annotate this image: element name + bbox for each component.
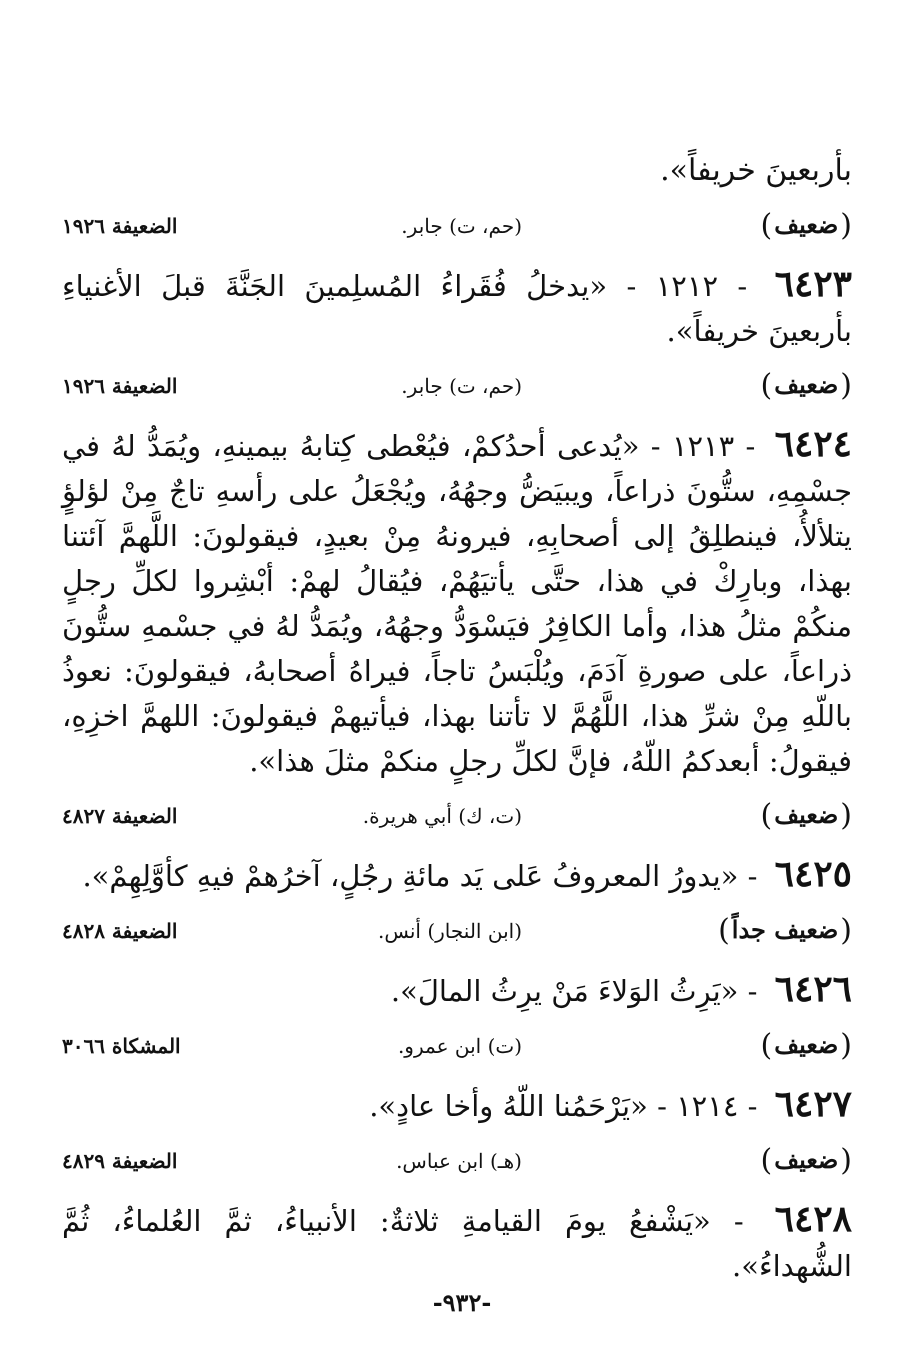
grade-label: ( ضعيف ) <box>761 798 852 833</box>
hadith-text: - «يَشْفعُ يومَ القيامةِ ثلاثةٌ: الأنبياءُ، ثمَّ العُلماءُ، ثُمَّ الشُّهداءُ». <box>62 1204 852 1283</box>
hadith-entry <box>62 967 852 1068</box>
verdict-row <box>62 364 852 408</box>
source-label: (ابن النجار) أنس. <box>378 919 522 943</box>
verdict-row <box>62 1024 852 1068</box>
page-number: -٩٣٢- <box>432 1288 492 1317</box>
source-label: (ت، ك) أبي هريرة. <box>362 804 522 828</box>
reference-label: الضعيفة ٤٨٢٧ <box>62 804 178 828</box>
hadith-text-block <box>62 422 852 784</box>
grade-label: ( ضعيف ) <box>761 208 852 243</box>
hadith-text-block <box>62 1082 852 1129</box>
grade-label: ( ضعيف جداً ) <box>718 913 852 948</box>
hadith-number: ٦٤٢٧ <box>774 1083 852 1125</box>
hadith-text-block <box>62 967 852 1014</box>
hadith-text-block <box>62 852 852 899</box>
reference-label: الضعيفة ١٩٢٦ <box>62 214 178 238</box>
verdict-row <box>62 1139 852 1183</box>
page-content <box>62 148 852 1289</box>
hadith-entry <box>62 262 852 408</box>
hadith-text-block <box>62 1197 852 1289</box>
lead-line: بأربعينَ خريفاً». <box>660 153 852 188</box>
verdict-row <box>62 794 852 838</box>
hadith-entry <box>62 1082 852 1183</box>
source-label: (حم، ت) جابر. <box>401 214 522 238</box>
hadith-text-block <box>62 262 852 354</box>
hadith-text: - ١٢١٢ - «يدخلُ فُقَراءُ المُسلِمينَ الجَنَّةَ قبلَ الأغنياءِ بأربعينَ خريفاً». <box>62 269 852 348</box>
hadith-number: ٦٤٢٤ <box>774 423 852 465</box>
hadith-text: - ١٢١٣ - «يُدعى أحدُكمْ، فيُعْطى كِتابهُ بيمينهِ، ويُمَدُّ لهُ في جسْمِهِ، ستُّونَ ذراعاً، ويبيَضُّ وجهُهُ، ويُجْعَلُ على رأسهِ تاجٌ مِنْ لؤلؤٍ يتلألأُ، فينطلِقُ إلى أصحابِهِ، فيرونهُ مِنْ بعيدٍ، فيقولونَ: اللَّهمَّ آئتنا بهذا، وبارِكْ في هذا، حتَّى يأتيَهُمْ، فيُقالُ لهمْ: أبْشِروا لكلِّ رجلٍ منكُمْ مثلُ هذا، وأما الكافِرُ فيَسْوَدُّ وجهُهُ، ويُمَدُّ لهُ في جسْمهِ ستُّونَ ذراعاً، على صورةِ آدَمَ، ويُلْبَسُ تاجاً، فيراهُ أصحابهُ، فيقولونَ: نعوذُ باللّهِ مِنْ شرِّ هذا، اللَّهُمَّ لا تأتنا بهذا، فيأتيهمْ فيقولونَ: اللهمَّ اخزِهِ، فيقولُ: أبعدكمُ اللّهُ، فإنَّ لكلِّ رجلٍ منكمْ مثلَ هذا». <box>62 429 852 778</box>
hadith-text: - «يدورُ المعروفُ عَلى يَد مائةِ رجُلٍ، آخرُهمْ فيهِ كأوَّلِهِمْ». <box>82 859 758 893</box>
hadith-number: ٦٤٢٣ <box>774 263 852 305</box>
source-label: (هـ) ابن عباس. <box>396 1149 522 1173</box>
grade-label: ( ضعيف ) <box>761 1028 852 1063</box>
source-label: (ت) ابن عمرو. <box>397 1034 522 1058</box>
reference-label: المشكاة ٣٠٦٦ <box>62 1034 181 1058</box>
grade-label: ( ضعيف ) <box>761 368 852 403</box>
hadith-number: ٦٤٢٨ <box>774 1198 852 1240</box>
reference-label: الضعيفة ١٩٢٦ <box>62 374 178 398</box>
verdict-row <box>62 909 852 953</box>
reference-label: الضعيفة ٤٨٢٨ <box>62 919 178 943</box>
hadith-entry <box>62 1197 852 1289</box>
verdict-row <box>62 204 852 248</box>
grade-label: ( ضعيف ) <box>761 1143 852 1178</box>
hadith-text: - «يَرِثُ الوَلاءَ مَنْ يرِثُ المالَ». <box>390 974 758 1008</box>
hadith-entry <box>62 422 852 838</box>
hadith-number: ٦٤٢٥ <box>774 853 852 895</box>
reference-label: الضعيفة ٤٨٢٩ <box>62 1149 178 1173</box>
source-label: (حم، ت) جابر. <box>401 374 522 398</box>
hadith-text: - ١٢١٤ - «يَرْحَمُنا اللّهُ وأخا عادٍ». <box>369 1089 758 1123</box>
hadith-entry <box>62 852 852 953</box>
hadith-number: ٦٤٢٦ <box>774 968 852 1010</box>
